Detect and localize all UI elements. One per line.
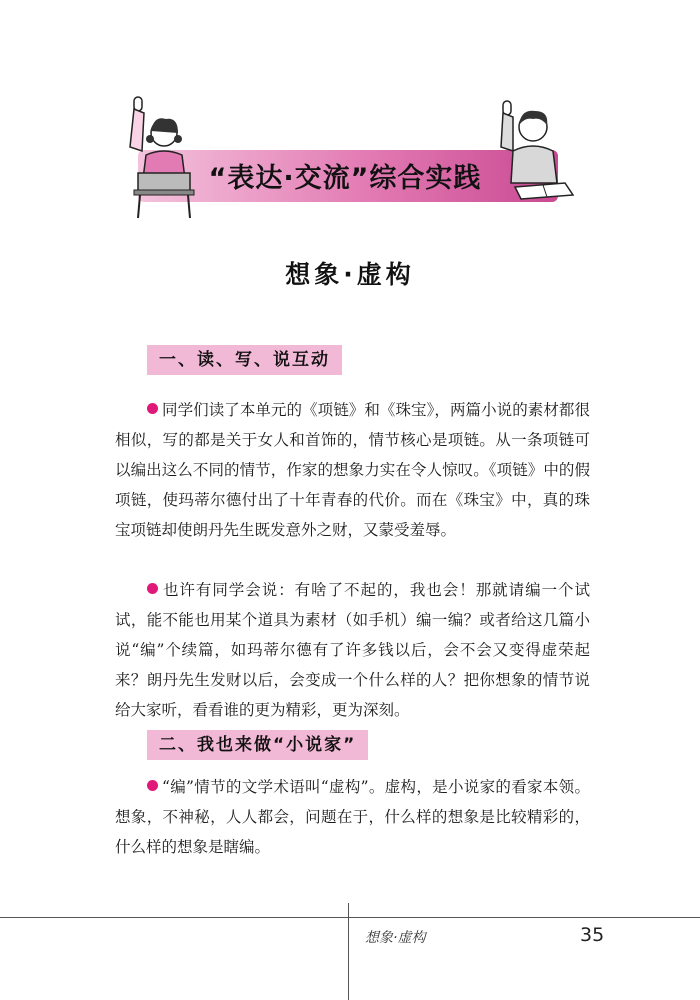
paragraph-text: 同学们读了本单元的《项链》和《珠宝》，两篇小说的素材都很相似，写的都是关于女人和首饰的，情节核心是项链。从一条项链可以编出这么不同的情节，作家的想象力实在令人惊叹。《项链》中的假项链，使玛蒂尔德付出了十年青春的代价。而在《珠宝》中，真的珠宝项链却使朗丹先生既发意外之财，又蒙受羞辱。 — [115, 401, 590, 539]
paragraph-text: “编”情节的文学术语叫“虚构”。虚构，是小说家的看家本领。想象，不神秘，人人都会，问题在于，什么样的想象是比较精彩的，什么样的想象是瞎编。 — [115, 778, 590, 856]
banner-title: “表达·交流”综合实践 — [208, 163, 482, 194]
paragraph — [115, 395, 590, 545]
paragraph — [115, 575, 590, 725]
section-heading-1: 一、读、写、说互动 — [147, 345, 342, 375]
paragraph-text: 也许有同学会说：有啥了不起的，我也会！那就请编一个试试，能不能也用某个道具为素材（如手机）编一编？或者给这几篇小说“编”个续篇，如玛蒂尔德有了许多钱以后，会不会又变得虚荣起来？朗丹先生发财以后，会变成一个什么样的人？把你想象的情节说给大家听，看看谁的更为精彩，更为深刻。 — [115, 581, 590, 719]
boy-raising-hand-icon — [495, 95, 575, 210]
bullet-dot-icon — [147, 780, 158, 791]
bullet-dot-icon — [147, 403, 158, 414]
footer-vertical-divider — [348, 903, 349, 1000]
header-banner — [120, 95, 575, 220]
footer-divider — [0, 917, 700, 918]
girl-raising-hand-icon — [120, 95, 200, 220]
lesson-title: 想象·虚构 — [285, 260, 415, 289]
page-number: 35 — [580, 924, 605, 946]
bullet-dot-icon — [147, 583, 158, 594]
section-heading-2: 二、我也来做“小说家” — [147, 730, 368, 760]
footer-running-title: 想象·虚构 — [365, 930, 426, 946]
paragraph — [115, 772, 590, 862]
